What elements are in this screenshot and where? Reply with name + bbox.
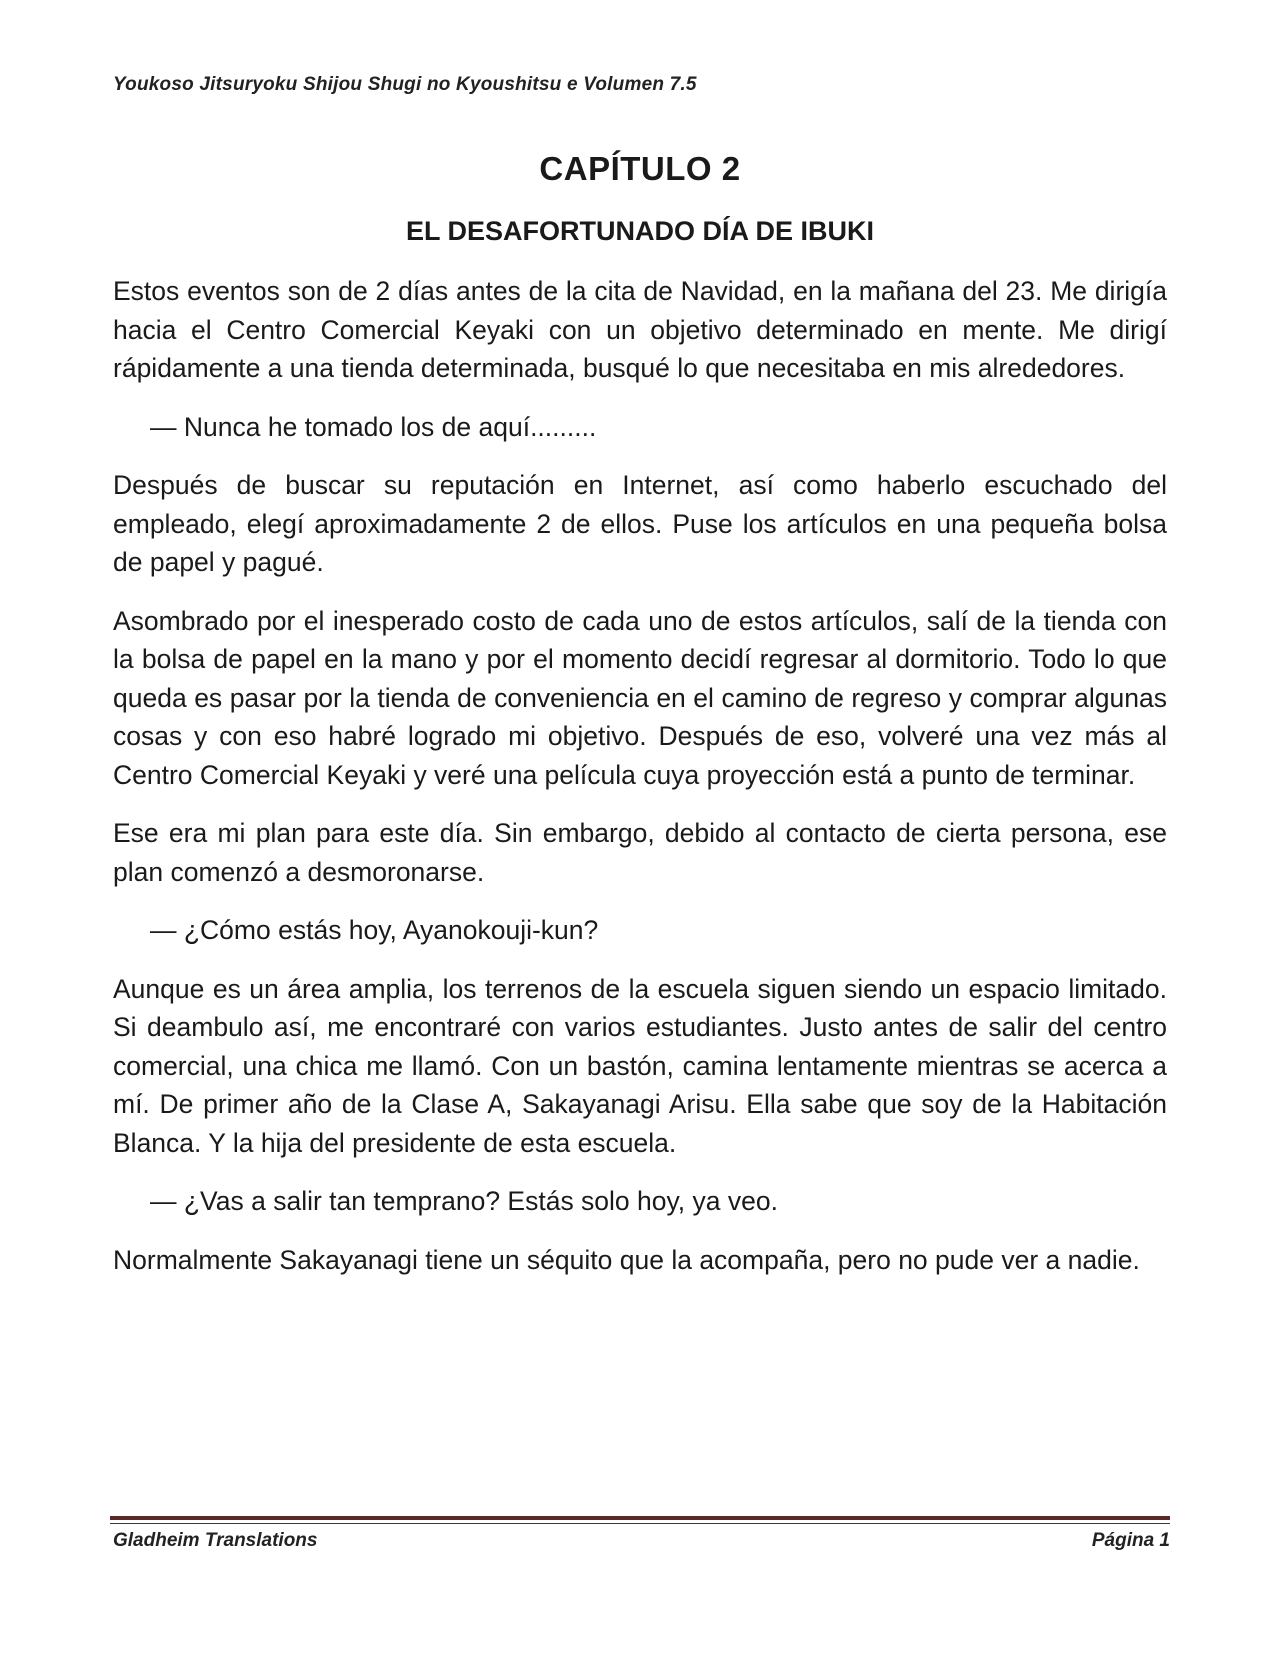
paragraph: Normalmente Sakayanagi tiene un séquito que la acompaña, pero no pude ver a nadie. xyxy=(113,1244,1140,1275)
chapter-title: CAPÍTULO 2 xyxy=(539,150,741,187)
running-header: Youkoso Jitsuryoku Shijou Shugi no Kyoushitsu e Volumen 7.5 xyxy=(113,74,697,95)
dialogue-line: — ¿Cómo estás hoy, Ayanokouji-kun? xyxy=(150,915,599,945)
footer-divider xyxy=(110,1516,1170,1520)
footer-divider-thin xyxy=(110,1523,1170,1524)
dialogue-line: — Nunca he tomado los de aquí......... xyxy=(150,411,597,442)
footer-publisher: Gladheim Translations xyxy=(113,1530,318,1551)
paragraph: Estos eventos son de 2 días antes de la cita de Navidad, en la mañana del 23. Me dirigía hacia el Centro Comercial Keyaki con un objetivo determinado en mente. Me dirigí rápidamente a una tienda determinada, busqué lo que necesitaba en mis alrededores. xyxy=(113,276,1167,383)
paragraph: Asombrado por el inesperado costo de cada uno de estos artículos, salí de la tienda con la bolsa de papel en la mano y por el momento decidí regresar al dormitorio. Todo lo que queda es pasar por la tienda de conveniencia en el camino de regreso y comprar algunas cosas y con eso habré logrado mi objetivo. Después de eso, volveré una vez más al Centro Comercial Keyaki y veré una película cuya proyección está a punto de terminar. xyxy=(113,605,1167,790)
dialogue-line: — ¿Vas a salir tan temprano? Estás solo hoy, ya veo. xyxy=(150,1186,778,1216)
page-number: Página 1 xyxy=(1091,1530,1170,1551)
chapter-body xyxy=(113,272,1167,1299)
chapter-subtitle: EL DESAFORTUNADO DÍA DE IBUKI xyxy=(405,216,875,246)
paragraph: Aunque es un área amplia, los terrenos de la escuela siguen siendo un espacio limitado. Si deambulo así, me encontraré con varios estudiantes. Justo antes de salir del centro comercial, una chica me llamó. Con un bastón, camina lentamente mientras se acerca a mí. De primer año de la Clase A, Sakayanagi Arisu. Ella sabe que soy de la Habitación Blanca. Y la hija del presidente de esta escuela. xyxy=(113,973,1167,1158)
paragraph: Después de buscar su reputación en Internet, así como haberlo escuchado del empleado, elegí aproximadamente 2 de ellos. Puse los artículos en una pequeña bolsa de papel y pagué. xyxy=(113,470,1167,577)
paragraph: Ese era mi plan para este día. Sin embargo, debido al contacto de cierta persona, ese plan comenzó a desmoronarse. xyxy=(113,818,1167,887)
